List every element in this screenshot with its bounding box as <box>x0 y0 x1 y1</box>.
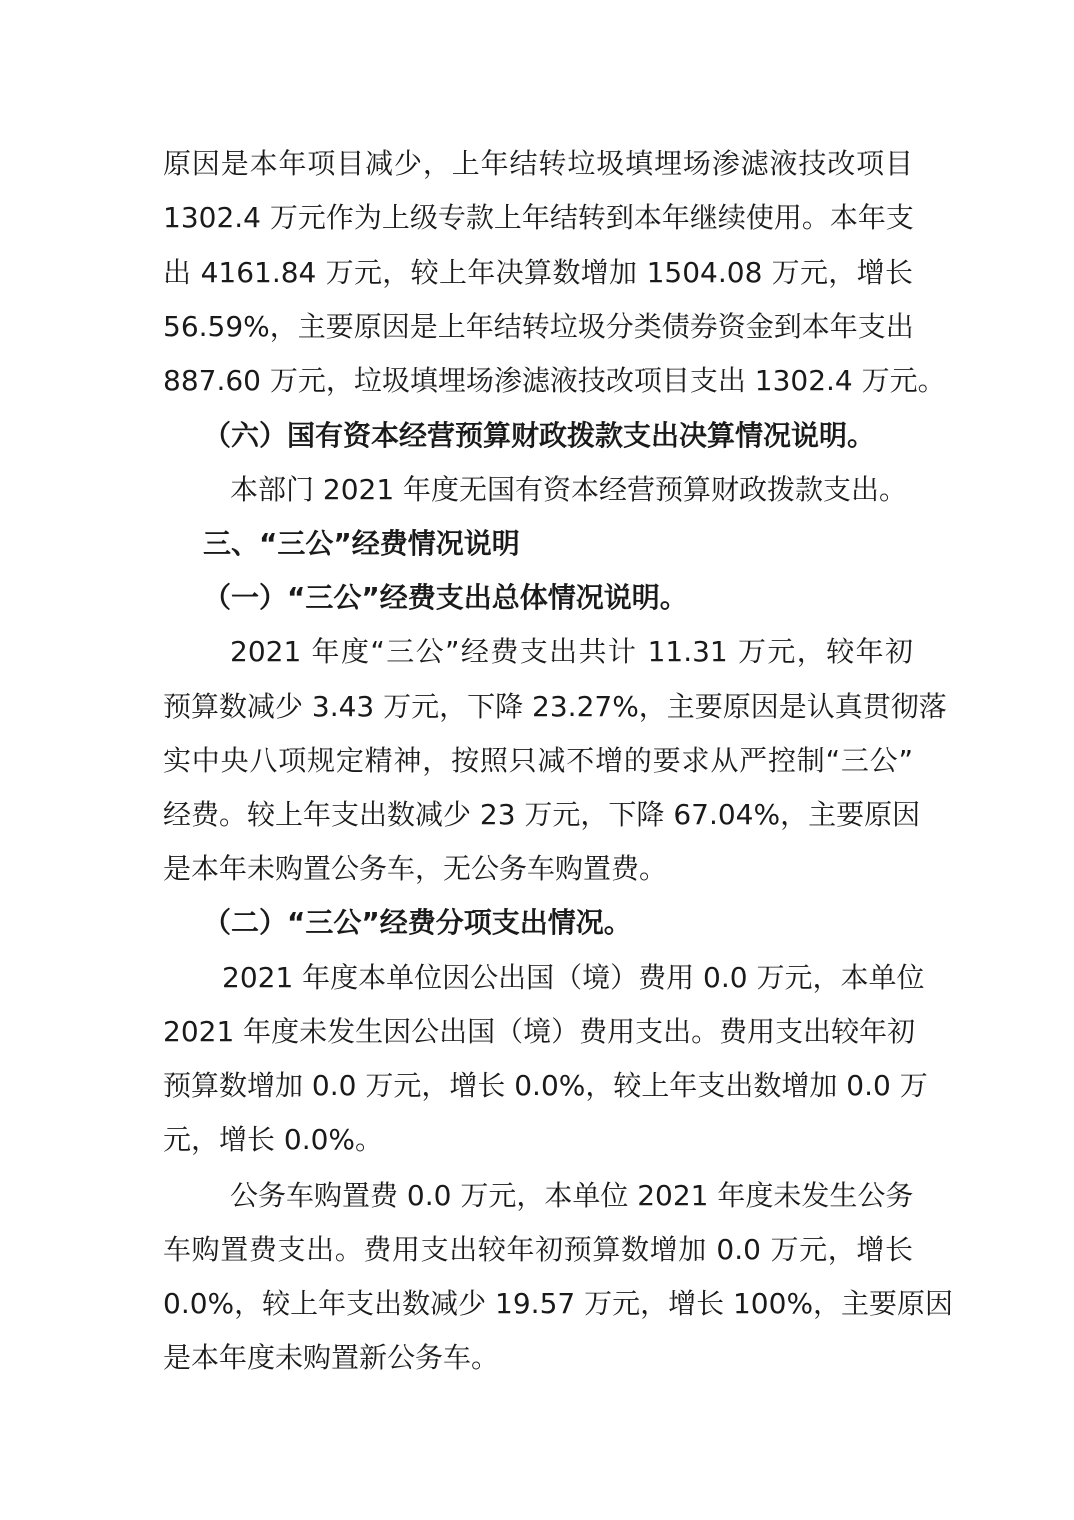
body-line: 车购置费支出。费用支出较年初预算数增加 0.0 万元，增长 <box>163 1233 913 1266</box>
body-line: 出 4161.84 万元，较上年决算数增加 1504.08 万元，增长 <box>163 256 913 289</box>
body-line: 0.0%，较上年支出数减少 19.57 万元，增长 100%，主要原因 <box>163 1287 954 1320</box>
body-line: 2021 年度“三公”经费支出共计 11.31 万元，较年初 <box>230 635 913 668</box>
body-line: 2021 年度未发生因公出国（境）费用支出。费用支出较年初 <box>163 1015 916 1048</box>
body-line: 是本年度未购置新公务车。 <box>163 1341 500 1374</box>
body-line: 实中央八项规定精神，按照只减不增的要求从严控制“三公” <box>163 744 913 777</box>
section-heading-6: （六）国有资本经营预算财政拨款支出决算情况说明。 <box>203 419 876 452</box>
body-line: 是本年未购置公务车，无公务车购置费。 <box>163 852 668 885</box>
body-line: 预算数减少 3.43 万元，下降 23.27%，主要原因是认真贯彻落 <box>163 690 947 723</box>
body-line: 原因是本年项目减少，上年结转垃圾填埋场渗滤液技改项目 <box>163 147 913 180</box>
subsection-heading-2: （二）“三公”经费分项支出情况。 <box>203 906 632 939</box>
body-line: 本部门 2021 年度无国有资本经营预算财政拨款支出。 <box>230 473 908 506</box>
body-line: 元，增长 0.0%。 <box>163 1123 384 1156</box>
body-line: 56.59%，主要原因是上年结转垃圾分类债券资金到本年支出 <box>163 310 914 343</box>
body-line: 2021 年度本单位因公出国（境）费用 0.0 万元，本单位 <box>222 961 925 994</box>
body-line: 1302.4 万元作为上级专款上年结转到本年继续使用。本年支 <box>163 201 914 234</box>
body-line: 预算数增加 0.0 万元，增长 0.0%，较上年支出数增加 0.0 万 <box>163 1069 928 1102</box>
body-line: 公务车购置费 0.0 万元，本单位 2021 年度未发生公务 <box>230 1179 914 1212</box>
section-heading-3: 三、“三公”经费情况说明 <box>203 527 520 560</box>
body-line: 887.60 万元，垃圾填埋场渗滤液技改项目支出 1302.4 万元。 <box>163 364 946 397</box>
body-line: 经费。较上年支出数减少 23 万元，下降 67.04%，主要原因 <box>163 798 921 831</box>
subsection-heading-1: （一）“三公”经费支出总体情况说明。 <box>203 581 688 614</box>
